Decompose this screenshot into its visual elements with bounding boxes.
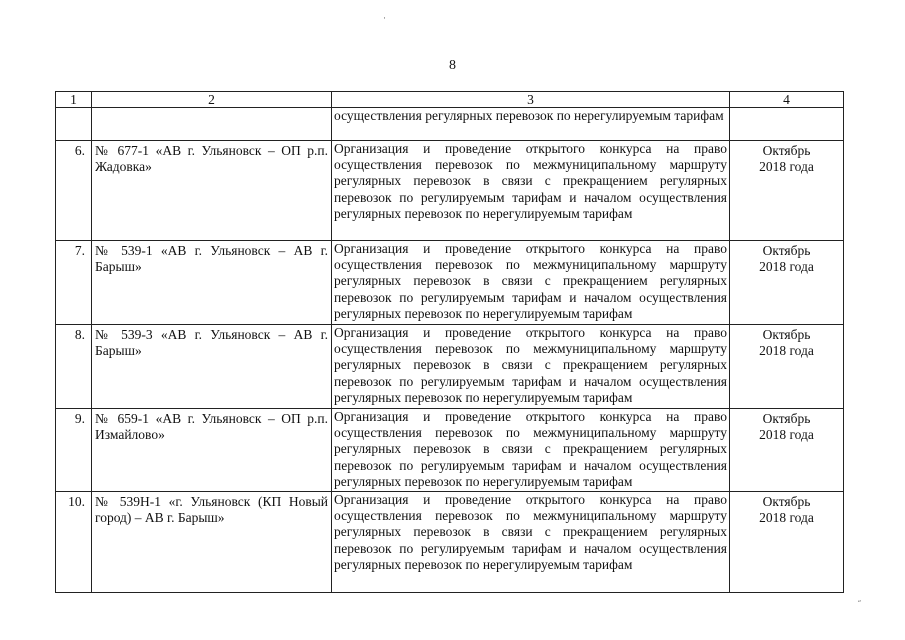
route-cell (92, 108, 332, 141)
deadline-year: 2018 года (759, 259, 814, 275)
task-cell: Организация и проведение открытого конкурса на право осуществления перевозок по межмуниципальному маршруту регулярных перевозок в связи с прекращением регулярных перевозок по регулируемым тарифам и началом осуществления регулярных перевозок по нерегулируемым тарифам (332, 241, 730, 325)
deadline-year: 2018 года (759, 510, 814, 526)
column-number-2: 2 (92, 92, 332, 108)
deadline-month: Октябрь (762, 411, 811, 426)
column-number-row (56, 92, 844, 108)
table-row (56, 409, 844, 492)
table-row (56, 325, 844, 409)
deadline-month: Октябрь (762, 243, 811, 258)
scan-speck: · (383, 13, 386, 23)
row-number-cell: 8. (56, 325, 92, 409)
task-cell: Организация и проведение открытого конкурса на право осуществления перевозок по межмуниципальному маршруту регулярных перевозок в связи с прекращением регулярных перевозок по регулируемым тарифам и началом осуществления регулярных перевозок по нерегулируемым тарифам (332, 492, 730, 593)
route-cell: № 659-1 «АВ г. Ульяновск – ОП р.п. Измайлово» (92, 409, 332, 492)
deadline-year: 2018 года (759, 159, 814, 175)
continuation-row (56, 108, 844, 141)
page-number: 8 (449, 58, 456, 73)
deadline-cell (730, 492, 844, 593)
task-cell: Организация и проведение открытого конкурса на право осуществления перевозок по межмуниципальному маршруту регулярных перевозок в связи с прекращением регулярных перевозок по регулируемым тарифам и началом осуществления регулярных перевозок по нерегулируемым тарифам (332, 409, 730, 492)
table-row (56, 492, 844, 593)
deadline-cell (730, 409, 844, 492)
deadline-cell (730, 141, 844, 241)
column-number-1: 1 (56, 92, 92, 108)
deadline-year: 2018 года (759, 427, 814, 443)
route-cell: № 539-1 «АВ г. Ульяновск – АВ г. Барыш» (92, 241, 332, 325)
deadline-cell (730, 325, 844, 409)
task-cell: Организация и проведение открытого конкурса на право осуществления перевозок по межмуниципальному маршруту регулярных перевозок в связи с прекращением регулярных перевозок по регулируемым тарифам и началом осуществления регулярных перевозок по нерегулируемым тарифам (332, 141, 730, 241)
schedule-table (55, 91, 844, 593)
row-number-cell: 7. (56, 241, 92, 325)
route-cell: № 677-1 «АВ г. Ульяновск – ОП р.п. Жадовка» (92, 141, 332, 241)
deadline-year: 2018 года (759, 343, 814, 359)
table-row (56, 241, 844, 325)
deadline-month: Октябрь (762, 327, 811, 342)
row-number-cell: 6. (56, 141, 92, 241)
scan-speck: ˝ (858, 599, 861, 609)
task-cell: осуществления регулярных перевозок по нерегулируемым тарифам (332, 108, 730, 141)
route-cell: № 539-3 «АВ г. Ульяновск – АВ г. Барыш» (92, 325, 332, 409)
deadline-month: Октябрь (762, 143, 811, 158)
deadline-cell (730, 241, 844, 325)
deadline-month: Октябрь (762, 494, 811, 509)
table-row (56, 141, 844, 241)
deadline-cell (730, 108, 844, 141)
route-cell: № 539Н-1 «г. Ульяновск (КП Новый город) – АВ г. Барыш» (92, 492, 332, 593)
row-number-cell: 10. (56, 492, 92, 593)
task-cell: Организация и проведение открытого конкурса на право осуществления перевозок по межмуниципальному маршруту регулярных перевозок в связи с прекращением регулярных перевозок по регулируемым тарифам и началом осуществления регулярных перевозок по нерегулируемым тарифам (332, 325, 730, 409)
column-number-3: 3 (332, 92, 730, 108)
row-number-cell (56, 108, 92, 141)
row-number-cell: 9. (56, 409, 92, 492)
column-number-4: 4 (730, 92, 844, 108)
